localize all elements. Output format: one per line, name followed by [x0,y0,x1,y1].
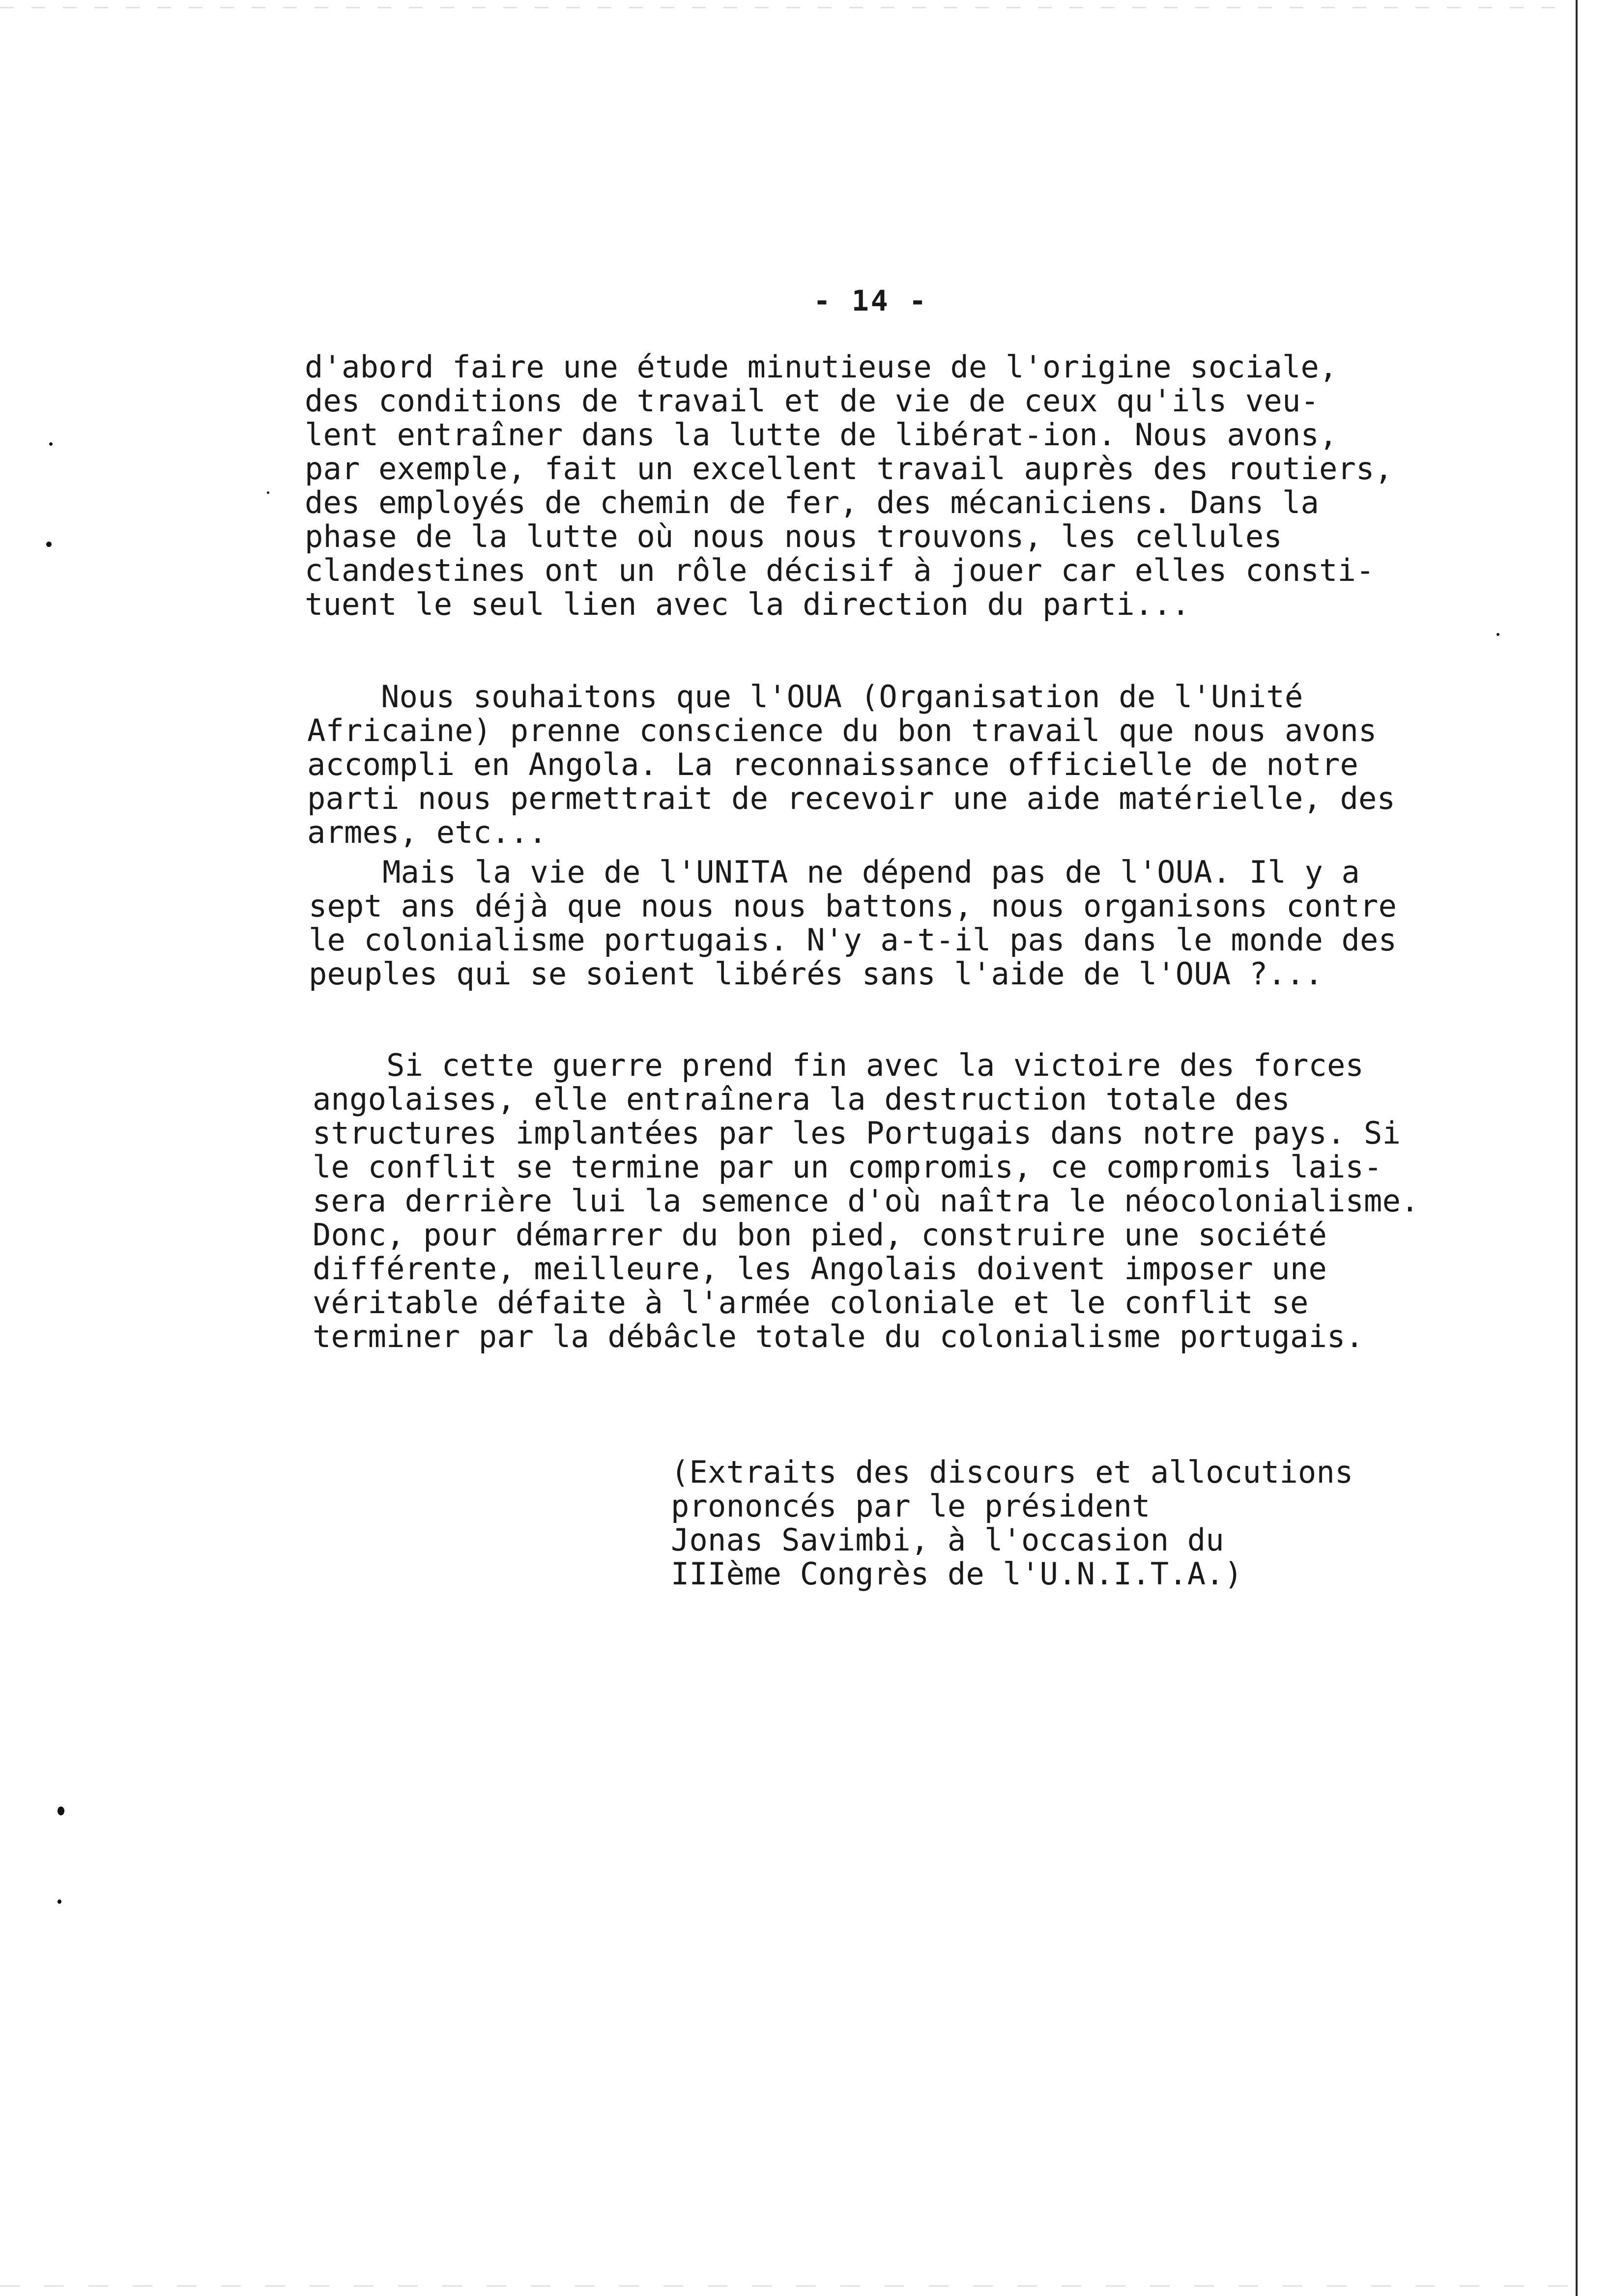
paragraph-2: Nous souhaitons que l'OUA (Organisation de l'Unité Africaine) prenne conscience du bon travail que nous avons accompli en Angola. La reconnaissance officielle de notre parti nous permettrait de recevoir une aide matérielle, des armes, etc... [307,679,1396,850]
paragraph-1: d'abord faire une étude minutieuse de l'origine sociale, des conditions de travail et de vie de ceux qu'ils veu- lent entraîner dans la lutte de libérat-ion. Nous avons, par exemple, fait un excellent travail auprès des routiers, des employés de chemin de fer, des mécaniciens. Dans la phase de la lutte où nous nous trouvons, les cellules clandestines ont un rôle décisif à jouer car elles consti- tuent le seul lien avec la direction du parti... [305,349,1393,622]
paragraph-3: Mais la vie de l'UNITA ne dépend pas de l'OUA. Il y a sept ans déjà que nous nous battons, nous organisons contre le colonialisme portugais. N'y a-t-il pas dans le monde des peuples qui se soient libérés sans l'aide de l'OUA ?... [309,854,1397,992]
scan-speck [49,442,53,446]
scan-speck [1497,633,1499,636]
paragraph-4: Si cette guerre prend fin avec la victoire des forces angolaises, elle entraînera la destruction totale des structures implantées par les Portugais dans notre pays. Si le conflit se termine par un compromis, ce compromis lais- sera derrière lui la semence d'où naîtra le néocolonialisme. Donc, pour démarrer du bon pied, construire une société différente, meilleure, les Angolais doivent imposer une véritable défaite à l'armée coloniale et le conflit se terminer par la débâcle totale du colonialisme portugais. [313,1047,1419,1354]
scan-speck [46,542,52,547]
scan-noise-bottom [0,2285,1573,2287]
scan-speck [58,1899,61,1904]
scan-noise-top [0,7,1573,8]
scan-edge-line [1576,0,1578,2296]
scan-speck [58,1807,64,1815]
attribution-note: (Extraits des discours et allocutions prononcés par le président Jonas Savimbi, à l'occasion du IIIème Congrès de l'U.N.I.T.A.) [671,1454,1353,1592]
scan-speck [267,491,269,494]
page-number: - 14 - [813,284,928,317]
